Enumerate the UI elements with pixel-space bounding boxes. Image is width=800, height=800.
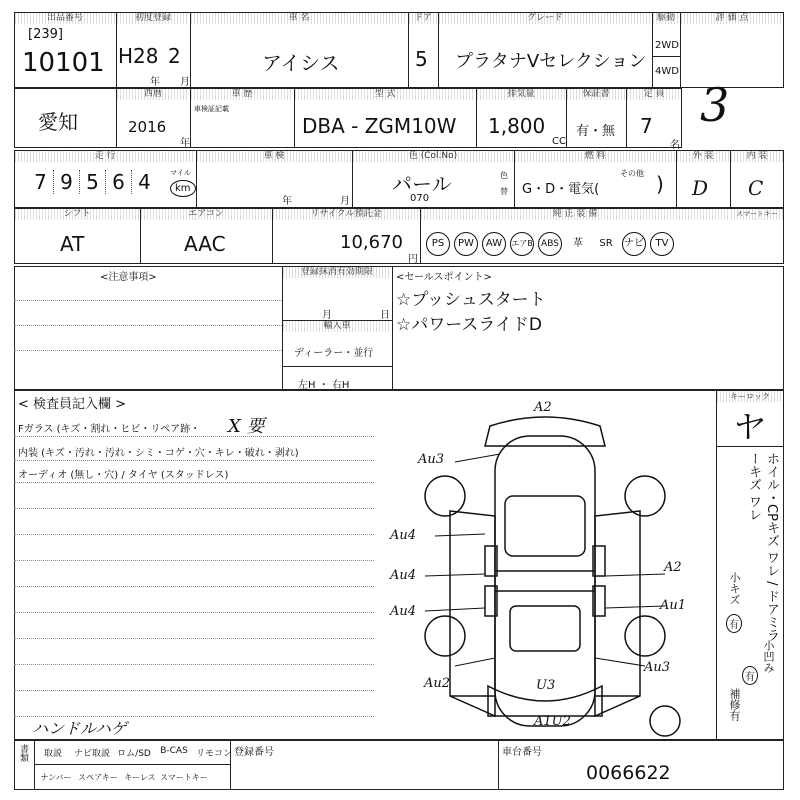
header-sales: <セールスポイント> [396,272,492,283]
equip-abs: ABS [538,232,562,256]
header-import: 輸入車 [283,321,391,332]
expiry-day: 日 [380,310,390,321]
steering-side: 左H ・ 右H [298,380,350,391]
color-code: 070 [410,193,430,204]
footer-item: ナンバー [40,773,72,782]
equip-leather: 革 [573,238,583,249]
header-interior: 内 装 [731,151,783,162]
damage-mark-rear-left: Au2 [424,676,451,691]
header-equipment: 純 正 装 備 [421,209,729,220]
mileage-digit: 6 [106,170,132,194]
footer-item: ロム/SD [117,749,151,759]
lot-number: 10101 [22,48,105,78]
footer-item: スマートキー [160,773,208,782]
damage-mark-rear-center: U3 [536,678,556,693]
yen-unit: 円 [408,254,418,265]
dealer-parallel: ディーラー・並行 [294,348,374,359]
header-frame-no: 車台番号 [502,747,542,758]
chassis-note: 車検証記載 [194,105,229,113]
mileage-unit-mile: マイル [170,169,191,177]
header-lot: 出品番号 [15,13,115,24]
right-vertical-text: ホイル・CPキズ ワレ / ドアミラーキズ ワレ [746,452,779,642]
header-shift: シフト [15,209,139,220]
chassis-code: DBA - ZGM10W [302,114,457,138]
mileage-digit: 9 [54,170,80,194]
header-warranty: 保証書 [567,89,625,100]
aircon: AAC [184,232,226,256]
year-label: 年 [150,77,160,88]
header-notes: <注意事項> [100,272,157,283]
month-label: 月 [180,77,190,88]
footer-item: リモコン [195,749,232,759]
fuel-close: ) [656,172,664,196]
grade: プラタナVセレクション [455,51,647,72]
small-dent: 小凹み [762,640,775,673]
header-capacity: 定 員 [627,89,681,100]
footer-row-a [36,746,234,759]
model-year: 2016 [128,118,167,136]
interior-grade: C [748,176,764,200]
capacity-unit: 名 [670,140,680,151]
header-keylock: キーロック [717,391,783,402]
inspector-line-1-mark: X 要 [228,416,265,437]
cc-unit: CC [552,136,566,147]
equipment-list [426,232,678,256]
footer-item: B-CAS [160,746,188,756]
header-recycle: リサイクル預託金 [273,209,419,220]
shift: AT [60,232,85,256]
fuel: G・D・電気( [522,182,600,197]
small-scratch: 小キズ [728,572,741,605]
header-exterior: 外 装 [677,151,729,162]
header-vehicle: 車 歴 [191,89,293,100]
damage-mark-right-1: A2 [664,560,682,575]
footer-side-label: 書類 [18,744,28,762]
handwritten-note: ハンドルハゲ [32,719,127,738]
equip-tv: TV [650,232,674,256]
header-reg-no: 登録番号 [234,747,274,758]
car-name: アイシス [262,51,340,75]
header-smartkey: スマートキー [731,209,783,220]
shaken-year: 年 [282,196,292,207]
header-year: 西暦 [117,89,189,100]
reg-month: 2 [168,44,181,68]
header-grade: グレード [439,13,651,24]
damage-mark-front-left: Au3 [418,452,445,467]
displacement: 1,800 [488,114,546,138]
footer-item: キーレス [124,773,156,782]
equip-sr: SR [599,238,613,249]
header-reg-expiry: 登録抹消有効期限 [283,267,391,278]
sales-point-1: ☆プッシュスタート [396,290,546,310]
mileage-unit-km: km [170,180,196,197]
header-door: ドア [409,13,437,24]
header-aircon: エアコン [141,209,271,220]
damage-mark-front: A2 [534,400,552,415]
damage-mark-rear: A1U2 [534,714,571,729]
footer-item: ナビ取説 [73,749,110,759]
reg-year: H28 [118,44,159,68]
damage-mark-right-2: Au1 [660,598,687,613]
sales-point-2: ☆パワースライドD [396,315,542,335]
recycle-fee: 10,670 [340,232,403,253]
shaken-month: 月 [340,196,350,207]
footer-item: 取説 [43,749,62,759]
warranty: 有・無 [576,124,616,139]
damage-mark-left-2: Au4 [390,568,417,583]
inspector-line-2: 内装 (キズ・汚れ・汚れ・シミ・コゲ・穴・キレ・破れ・剥れ) [18,448,299,459]
color-label-b: 替 [500,187,508,196]
header-score: 評 価 点 [681,13,783,24]
small-scratch-circle: 有 [726,614,742,633]
equip-navi: ナビ [622,232,646,256]
mileage-digit: 5 [80,170,106,194]
equip-pw: PW [454,232,478,256]
exterior-grade: D [692,176,709,200]
doors: 5 [415,47,428,71]
header-shaken: 車 検 [197,151,351,162]
fuel-other: その他 [620,169,644,178]
header-fuel: 燃 料 [515,151,675,162]
region: 愛知 [38,110,78,134]
expiry-month: 月 [322,310,332,321]
equip-aw: AW [482,232,506,256]
footer-row-b [36,772,208,783]
header-model: 型 式 [295,89,475,100]
inspector-line-1: Fガラス (キズ・割れ・ヒビ・リペア跡・ [18,424,201,435]
damage-mark-left-1: Au4 [390,528,417,543]
header-car-name: 車 名 [191,13,407,24]
mileage-digit: 7 [28,170,54,194]
year-suffix: 年 [180,138,190,149]
repair-label: 補修有 [728,688,741,721]
equip-ps: PS [426,232,450,256]
frame-number: 0066622 [586,762,671,784]
color-label-a: 色 [500,171,508,180]
damage-mark-rear-right: Au3 [644,660,671,675]
header-drive: 駆動 [653,13,679,24]
drive-4wd: 4WD [655,66,679,77]
inspector-title: < 検査員記入欄 > [18,397,127,412]
header-first-reg: 初度登録 [117,13,189,24]
key-mark: ヤ [730,408,763,446]
equip-airbag: エアB [510,232,534,256]
damage-mark-left-3: Au4 [390,604,417,619]
mileage-digit: 4 [138,170,151,194]
header-displacement: 排気量 [477,89,565,100]
header-mileage: 走 行 [15,151,195,162]
mileage-digits [28,170,157,194]
drive-2wd: 2WD [655,40,679,51]
small-dent-circle: 有 [742,666,758,685]
score-value: 3 [700,78,730,132]
lot-tag: [239] [28,27,63,42]
footer-item: スペアキー [78,773,118,782]
header-color: 色 (Col.No) [353,151,513,162]
capacity: 7 [640,114,653,138]
color: パール [392,172,452,196]
inspector-line-3: オーディオ (無し・穴) / タイヤ (スタッドレス) [18,470,229,481]
